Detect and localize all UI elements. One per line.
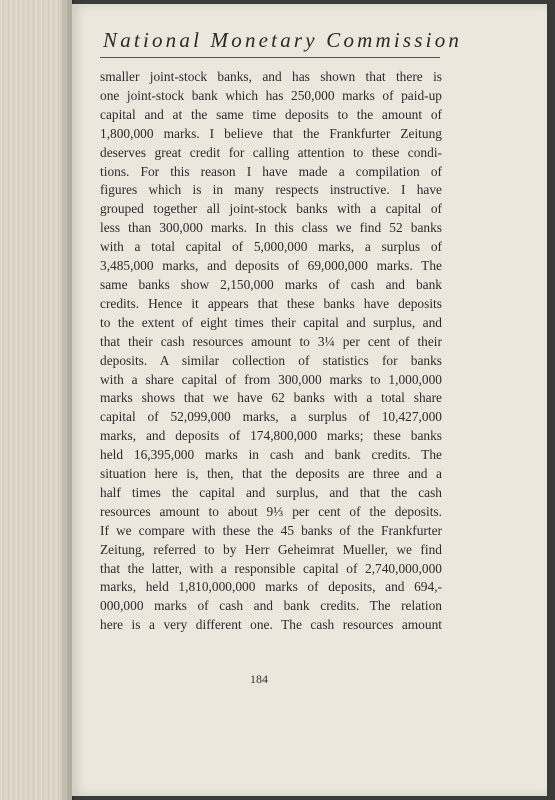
text-line: figures which is in many respects instructive. I have xyxy=(100,182,442,198)
text-line: that their cash resources amount to 3¼ per cent of their xyxy=(100,333,442,349)
text-line: marks, and deposits of 174,800,000 marks; these banks xyxy=(100,428,442,444)
text-line: grouped together all joint-stock banks with a capital of xyxy=(100,201,442,217)
text-line: resources amount to about 9⅓ per cent of the deposits. xyxy=(100,503,442,519)
text-line: same banks show 2,150,000 marks of cash and bank xyxy=(100,276,442,292)
text-line: capital of 52,099,000 marks, a surplus of 10,427,000 xyxy=(100,409,442,425)
text-line: 1,800,000 marks. I believe that the Frankfurter Zeitung xyxy=(100,125,442,141)
text-line: tions. For this reason I have made a compilation of xyxy=(100,163,442,179)
text-line: to the extent of eight times their capital and surplus, and xyxy=(100,314,442,330)
text-line: smaller joint-stock banks, and has shown that there is xyxy=(100,69,442,84)
text-line: Zeitung, referred to by Herr Geheimrat Mueller, we find xyxy=(100,541,442,557)
text-line: situation here is, then, that the deposits are three and a xyxy=(100,466,442,482)
text-line: marks, held 1,810,000,000 marks of deposits, and 694,- xyxy=(100,579,442,595)
text-line: that the latter, with a responsible capital of 2,740,000,000 xyxy=(100,560,442,576)
text-line: marks shows that we have 62 banks with a total share xyxy=(100,390,442,406)
text-line: credits. Hence it appears that these banks have deposits xyxy=(100,295,442,311)
text-line: held 16,395,000 marks in cash and bank credits. The xyxy=(100,447,442,463)
text-line: less than 300,000 marks. In this class we find 52 banks xyxy=(100,220,442,236)
text-line: capital and at the same time deposits to the amount of xyxy=(100,106,442,122)
text-line: deposits. A similar collection of statistics for banks xyxy=(100,352,442,368)
text-line: here is a very different one. The cash resources amount xyxy=(100,617,442,633)
header-rule xyxy=(100,57,440,58)
text-line: with a total capital of 5,000,000 marks, a surplus of xyxy=(100,239,442,255)
text-line: one joint-stock bank which has 250,000 marks of paid-up xyxy=(100,87,442,103)
text-line: 000,000 marks of cash and bank credits. The relation xyxy=(100,598,442,614)
running-head: National Monetary Commission xyxy=(103,28,463,52)
text-line: half times the capital and surplus, and that the cash xyxy=(100,484,442,500)
text-line: If we compare with these the 45 banks of the Frankfurter xyxy=(100,522,442,538)
body-text xyxy=(100,68,442,635)
text-line: with a share capital of from 300,000 marks to 1,000,000 xyxy=(100,371,442,387)
text-line: deserves great credit for calling attention to these condi- xyxy=(100,144,442,160)
text-line: 3,485,000 marks, and deposits of 69,000,000 marks. The xyxy=(100,258,442,274)
page-number: 184 xyxy=(250,672,268,686)
